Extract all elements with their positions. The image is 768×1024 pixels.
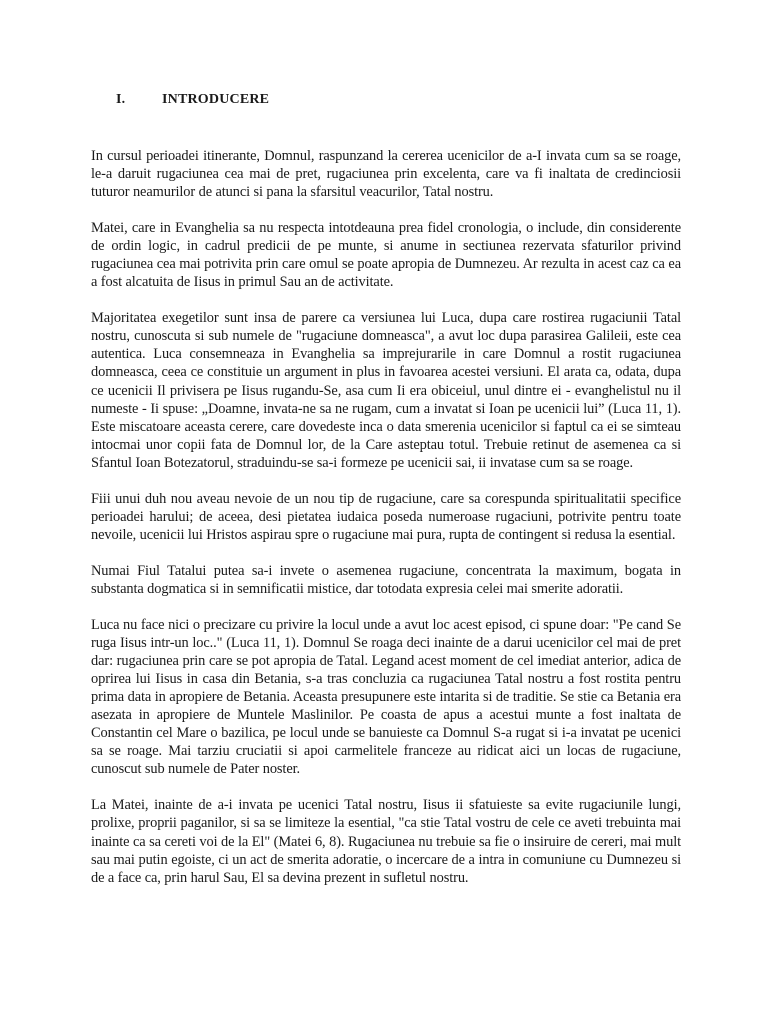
paragraph-2: Matei, care in Evanghelia sa nu respecta intotdeauna prea fidel cronologia, o include, din considerente de ordin logic, in cadrul predicii de pe munte, si anume in sectiunea rezervata sfaturilor privind rugaciunea cea mai potrivita prin care omul se poate apropia de Dumnezeu. Ar rezulta in acest caz ca ea a fost alcatuita de Iisus in primul Sau an de activitate. <box>91 220 681 291</box>
paragraph-3: Majoritatea exegetilor sunt insa de parere ca versiunea lui Luca, dupa care rostirea rugaciunii Tatal nostru, cunoscuta si sub numele de "rugaciune domneasca", a avut loc dupa parasirea Galileii, este cea autentica. Luca consemneaza in Evanghelia sa imprejurarile in care Domnul a rostit rugaciunea domneasca, ceea ce constituie un argument in plus in favoarea acestei versiuni. El arata ca, odata, dupa ce ucenicii Il privisera pe Iisus rugandu-Se, asa cum Ii era obiceiul, unul dintre ei - evanghelistul nu il numeste - Ii spuse: „Doamne, invata-ne sa ne rugam, cum a invatat si Ioan pe ucenicii lui” (Luca 11, 1). Este miscatoare aceasta cerere, care dovedeste inca o data smerenia ucenicilor si faptul ca ei se simteau intocmai unor copii fata de Domnul lor, de la Care asteptau totul. Trebuie retinut de asemenea ca si Sfantul Ioan Botezatorul, straduindu-se sa-i formeze pe ucenicii sai, ii invatase cum sa se roage. <box>91 310 681 471</box>
paragraph-5: Numai Fiul Tatalui putea sa-i invete o asemenea rugaciune, concentrata la maximum, bogata in substanta dogmatica si in semnificatii mistice, dar totodata expresia celei mai smerite adoratii. <box>91 562 681 597</box>
section-number: I. <box>116 92 126 107</box>
paragraph-7: La Matei, inainte de a-i invata pe ucenici Tatal nostru, Iisus ii sfatuieste sa evite rugaciunile lungi, prolixe, proprii paganilor, si sa se limiteze la esential, "ca stie Tatal vostru de cele ce aveti trebuinta mai inainte ca sa cereti voi de la El" (Matei 6, 8). Rugaciunea nu trebuie sa fie o insiruire de cereri, mai mult sau mai putin egoiste, ci un act de smerita adoratie, o incercare de a intra in comuniune cu Dumnezeu si de a face ca, prin harul Sau, El sa devina prezent in sufletul nostru. <box>91 797 681 886</box>
paragraph-1: In cursul perioadei itinerante, Domnul, raspunzand la cererea ucenicilor de a-I invata cum sa se roage, le-a daruit rugaciunea cea mai de pret, rugaciunea prin excelenta, care va fi inaltata de credinciosii tuturor neamurilor de atunci si pana la sfarsitul veacurilor, Tatal nostru. <box>91 148 681 201</box>
paragraph-6: Luca nu face nici o precizare cu privire la locul unde a avut loc acest episod, ci spune doar: "Pe cand Se ruga Iisus intr-un loc.." (Luca 11, 1). Domnul Se roaga deci inainte de a darui ucenicilor cel mai de pret dar: rugaciunea prin care se pot apropia de Tatal. Legand acest moment de cel imediat anterior, adica de oprirea lui Iisus in casa din Betania, s-a tras concluzia ca rugaciunea Tatal nostru a fost rostita pentru prima data in apropiere de Betania. Aceasta presupunere este intarita si de traditie. Se stie ca Betania era asezata in apropiere de Muntele Maslinilor. Pe coasta de apus a acestui munte a fost inaltata de Constantin cel Mare o bazilica, pe locul unde se banuieste ca Domnul S-a rugat si i-a invatat pe ucenici sa se roage. Mai tarziu cruciatii si apoi carmelitele franceze au ridicat aici un locas de rugaciune, cunoscut sub numele de Pater noster. <box>91 616 681 778</box>
document-body <box>91 147 681 905</box>
section-title: INTRODUCERE <box>162 92 270 107</box>
paragraph-4: Fiii unui duh nou aveau nevoie de un nou tip de rugaciune, care sa corespunda spiritualitatii specifice perioadei harului; de aceea, desi pietatea iudaica poseda numeroase rugaciuni, potrivite pentru toate nevoile, ucenicii lui Hristos aspirau spre o rugaciune mai pura, rupta de contingent si redusa la esential. <box>91 490 681 543</box>
section-heading <box>116 92 269 108</box>
